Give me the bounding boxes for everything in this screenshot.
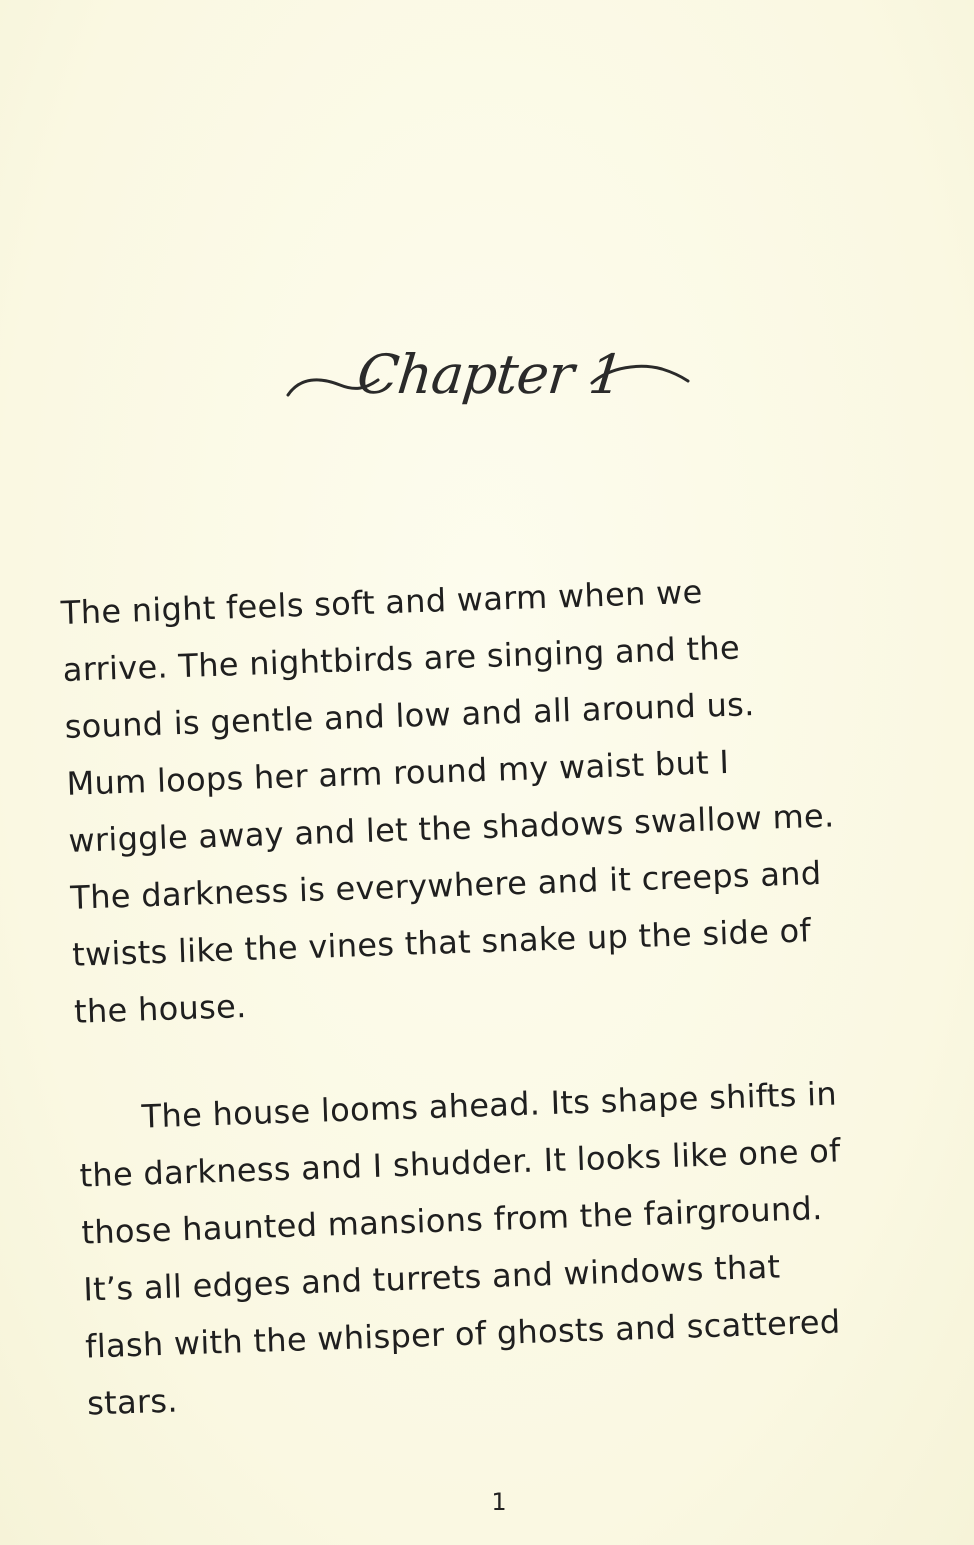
text-line: twists like the vines that snake up the side of bbox=[71, 911, 812, 974]
chapter-heading bbox=[270, 325, 710, 435]
text-line: sound is gentle and low and all around us. bbox=[64, 685, 756, 746]
text-line: It’s all edges and turrets and windows that bbox=[82, 1247, 781, 1309]
text-line: The night feels soft and warm when we bbox=[60, 572, 704, 632]
chapter-title: Chapter 1 bbox=[354, 343, 626, 406]
text-line: the house. bbox=[73, 987, 248, 1031]
chapter-body-text bbox=[60, 556, 948, 1432]
text-line: arrive. The nightbirds are singing and the bbox=[62, 628, 741, 689]
text-line: stars. bbox=[86, 1381, 179, 1423]
paragraph-2 bbox=[77, 1062, 948, 1432]
page-number: 1 bbox=[491, 1488, 507, 1516]
text-line: wriggle away and let the shadows swallow me. bbox=[67, 796, 836, 860]
text-line: The house looms ahead. Its shape shifts in bbox=[141, 1074, 838, 1136]
text-line: those haunted mansions from the fairground. bbox=[80, 1189, 824, 1252]
text-line: the darkness and I shudder. It looks like one of bbox=[78, 1131, 842, 1195]
text-line: Mum loops her arm round my waist but I bbox=[65, 742, 730, 803]
text-line: The darkness is everywhere and it creeps and bbox=[69, 853, 822, 917]
text-line: flash with the whisper of ghosts and scattered bbox=[84, 1302, 842, 1366]
paragraph-1 bbox=[60, 556, 935, 1040]
